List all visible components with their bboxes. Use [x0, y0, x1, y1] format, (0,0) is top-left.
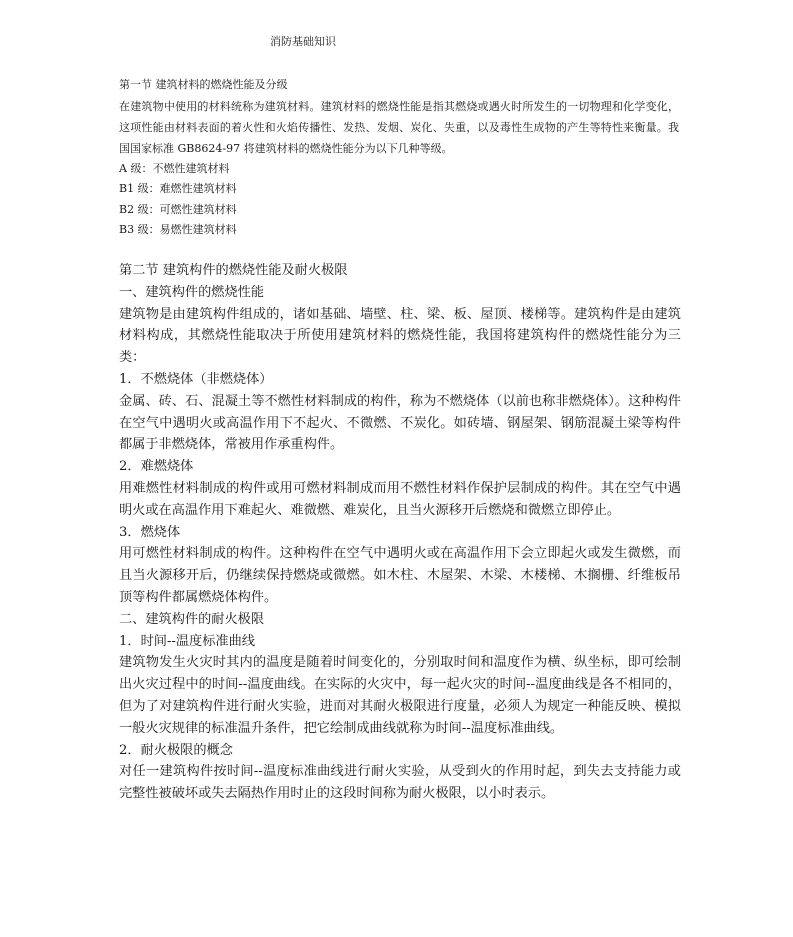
section-2 [119, 260, 681, 805]
grade-item-b3: B3 级：易燃性建筑材料 [119, 223, 237, 236]
subsection-2-heading: 二、建筑构件的耐火极限 [119, 611, 265, 627]
paragraph-noncombustible: 金属、砖、石、混凝土等不燃性材料制成的构件，称为不燃烧体（以前也称非燃烧体）。这种构件在空气中遇明火或高温作用下不起火、不微燃、不炭化。如砖墙、钢屋架、钢筋混凝土梁等构件都属于非燃烧体，常被用作承重构件。 [119, 393, 681, 453]
paragraph-time-temperature: 建筑物发生火灾时其内的温度是随着时间变化的，分别取时间和温度作为横、纵坐标，即可绘制出火灾过程中的时间--温度曲线。在实际的火灾中，每一起火灾的时间--温度曲线是各不相同的，但为了对建筑构件进行耐火实验，进而对其耐火极限进行度量，必须人为规定一种能反映、模拟一般火灾规律的标准温升条件，把它绘制成曲线就称为时间--温度标准曲线。 [119, 655, 681, 736]
page-header: 消防基础知识 [270, 35, 336, 48]
section-1-title: 第一节 建筑材料的燃烧性能及分级 [119, 78, 288, 91]
heading-hard-combustible: 2．难燃烧体 [119, 459, 194, 475]
paragraph-hard-combustible: 用难燃性材料制成的构件或用可燃材料制成而用不燃性材料作保护层制成的构件。其在空气中遇明火或在高温作用下难起火、难微燃、难炭化，且当火源移开后燃烧和微燃立即停止。 [119, 480, 681, 518]
subsection-1-heading: 一、建筑构件的燃烧性能 [119, 284, 265, 300]
paragraph-combustible: 用可燃性材料制成的构件。这种构件在空气中遇明火或在高温作用下会立即起火或发生微燃，而且当火源移开后，仍继续保持燃烧或微燃。如木柱、木屋架、木梁、木楼梯、木搁栅、纤维板吊顶等构件都属燃烧体构件。 [119, 546, 681, 605]
grade-item-b2: B2 级：可燃性建筑材料 [119, 202, 237, 216]
paragraph-components: 建筑物是由建筑构件组成的，诸如基础、墙壁、柱、梁、板、屋顶、楼梯等。建筑构件是由建筑材料构成，其燃烧性能取决于所使用建筑材料的燃烧性能，我国将建筑构件的燃烧性能分为三类： [119, 306, 681, 366]
section-2-title: 第二节 建筑构件的燃烧性能及耐火极限 [119, 263, 348, 278]
grade-item-b1: B1 级：难燃性建筑材料 [119, 182, 237, 195]
paragraph-fire-resistance: 对任一建筑构件按时间--温度标准曲线进行耐火实验，从受到火的作用时起，到失去支持能力或完整性被破坏或失去隔热作用时止的这段时间称为耐火极限，以小时表示。 [119, 764, 681, 802]
grade-item-a: A 级：不燃性建筑材料 [119, 161, 230, 175]
heading-combustible: 3．燃烧体 [119, 524, 181, 540]
heading-time-temperature: 1．时间--温度标准曲线 [119, 633, 255, 649]
heading-noncombustible: 1．不燃烧体（非燃烧体） [119, 371, 273, 387]
heading-fire-resistance: 2．耐火极限的概念 [119, 742, 233, 758]
section-1 [119, 75, 679, 241]
section-1-paragraph: 在建筑物中使用的材料统称为建筑材料。建筑材料的燃烧性能是指其燃烧或遇火时所发生的一切物理和化学变化，这项性能由材料表面的着火性和火焰传播性、发热、发烟、炭化、失重，以及毒性生成物的产生等特性来衡量。我国国家标准 GB8624-97 将建筑材料的燃烧性能分为以下几种等级。 [119, 99, 679, 155]
